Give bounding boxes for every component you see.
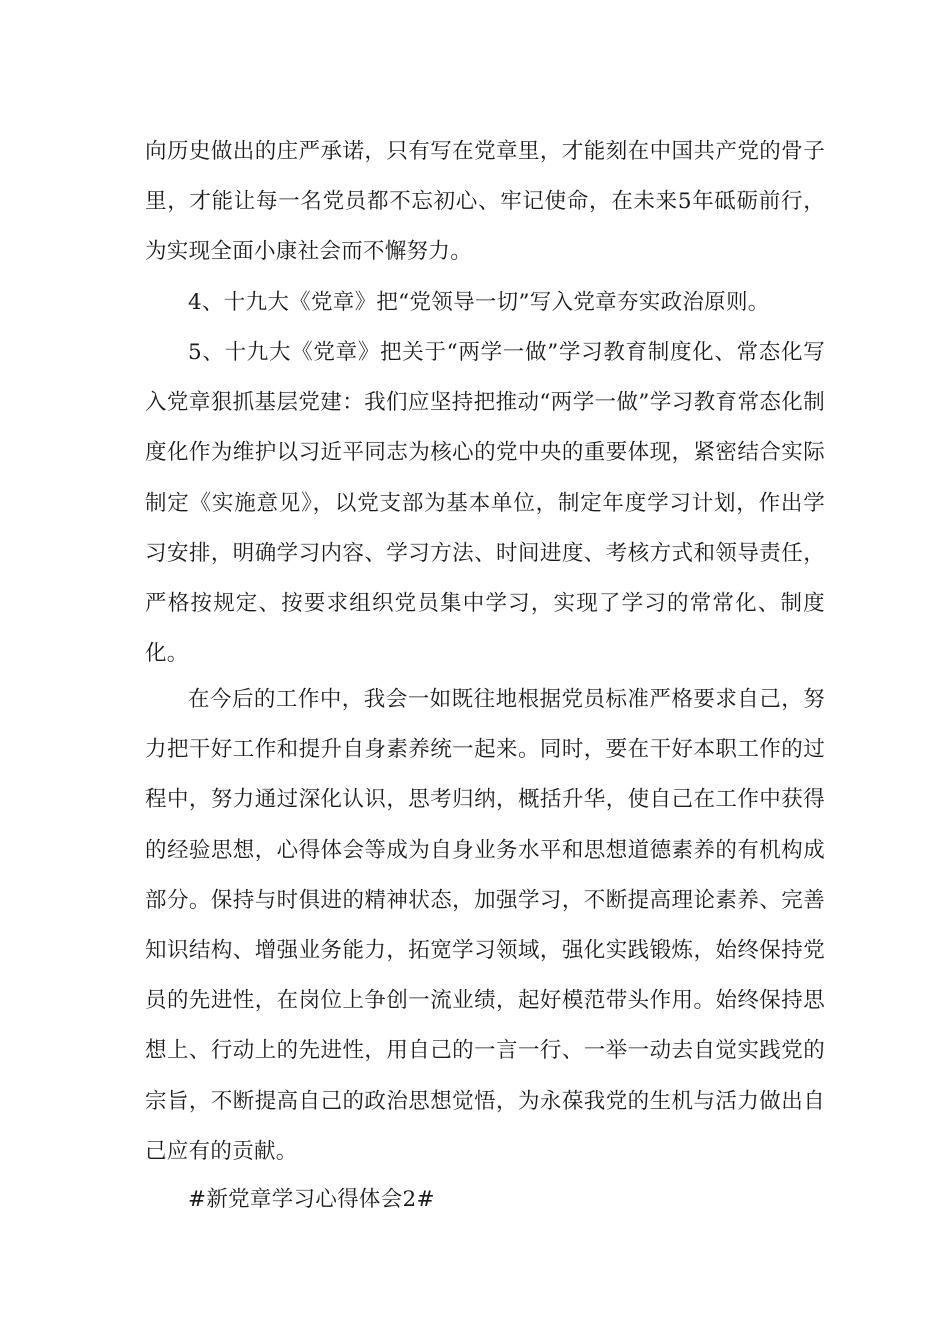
paragraph-4: 在今后的工作中，我会一如既往地根据党员标准严格要求自己，努力把干好工作和提升自身素养统一起来。同时，要在干好本职工作的过程中，努力通过深化认识，思考归纳，概括升华，使自己在工作中获得的经验思想，心得体会等成为自身业务水平和思想道德素养的有机构成部分。保持与时俱进的精神状态，加强学习，不断提高理论素养、完善知识结构、增强业务能力，拓宽学习领域，强化实践锻炼，始终保持党员的先进性，在岗位上争创一流业绩，起好模范带头作用。始终保持思想上、行动上的先进性，用自己的一言一行、一举一动去自觉实践党的宗旨，不断提高自己的政治思想觉悟，为永葆我党的生机与活力做出自己应有的贡献。 [145,687,825,1164]
paragraph-3: 5、十九大《党章》把关于“两学一做”学习教育制度化、常态化写入党章狠抓基层党建：我们应坚持把推动“两学一做”学习教育常态化制度化作为维护以习近平同志为核心的党中央的重要体现，紧密结合实际制定《实施意见》，以党支部为基本单位，制定年度学习计划，作出学习安排，明确学习内容、学习方法、时间进度、考核方式和领导责任，严格按规定、按要求组织党员集中学习，实现了学习的常常化、制度化。 [145,340,825,667]
paragraph-1: 向历史做出的庄严承诺，只有写在党章里，才能刻在中国共产党的骨子里，才能让每一名党员都不忘初心、牢记使命，在未来5年砥砺前行，为实现全面小康社会而不懈努力。 [145,139,825,265]
paragraph-2: 4、十九大《党章》把“党领导一切”写入党章夯实政治原则。 [188,290,770,315]
paragraph-conclusion [145,675,825,1177]
paragraph-item-5 [145,328,825,679]
paragraph-5: #新党章学习心得体会2# [188,1187,435,1212]
section-heading [145,1175,825,1225]
paragraph-continuation [145,127,825,278]
paragraph-item-4 [145,278,825,328]
